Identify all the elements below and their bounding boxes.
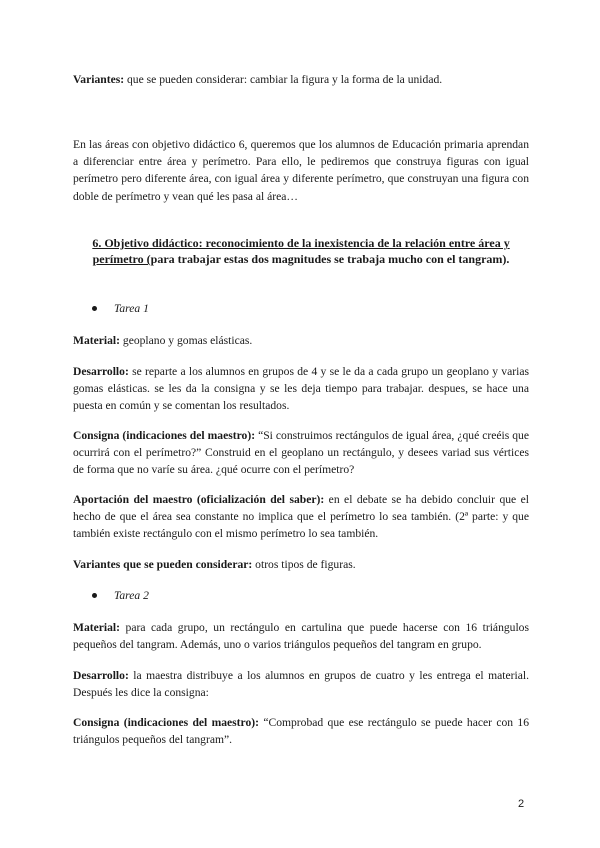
intro-paragraph: En las áreas con objetivo didáctico 6, queremos que los alumnos de Educación primaria aprendan a diferenciar entre área y perímetro. Para ello, le pediremos que construya figuras con igual perímetro pero diferente área, con igual área y diferente perímetro, que construyan una figura con doble de perímetro y vean qué les pasa al área… [73, 138, 529, 203]
variantes-label: Variantes: [73, 73, 125, 86]
aportacion-label: Aportación del maestro (oficialización del saber): [73, 493, 325, 506]
bullet-icon [92, 593, 97, 598]
heading-underlined: 6. Objetivo didáctico: reconocimiento de la inexistencia de la relación entre área y perímetro ( [92, 236, 510, 267]
task2-bullet [92, 587, 149, 604]
heading-rest: para trabajar estas dos magnitudes se trabaja mucho con el tangram). [150, 252, 510, 267]
variantes-text: otros tipos de figuras. [252, 558, 356, 571]
page-number: 2 [518, 798, 525, 810]
material-text: para cada grupo, un rectángulo en cartulina que puede hacerse con 16 triángulos pequeños del tangram. Además, uno o varios triángulos pequeños del tangram en grupo. [73, 621, 529, 652]
desarrollo-label: Desarrollo: [73, 669, 129, 682]
variantes-label: Variantes que se pueden considerar: [73, 558, 253, 571]
desarrollo-label: Desarrollo: [73, 365, 129, 378]
task2-material [73, 619, 529, 653]
variantes-text: que se pueden considerar: cambiar la figura y la forma de la unidad. [124, 73, 443, 86]
consigna-text: “Comprobad que ese rectángulo se puede hacer con 16 triángulos pequeños del tangram”. [73, 716, 529, 747]
material-label: Material: [73, 621, 120, 634]
material-label: Material: [73, 334, 120, 347]
task1-aportacion [73, 491, 529, 543]
task2-title: Tarea 2 [114, 589, 149, 602]
task1-material [73, 332, 529, 349]
task2-desarrollo [73, 667, 529, 701]
task1-variantes [73, 556, 529, 573]
bullet-icon [92, 306, 97, 311]
consigna-label: Consigna (indicaciones del maestro): [73, 429, 256, 442]
consigna-text: “Si construimos rectángulos de igual área, ¿qué creéis que ocurrirá con el perímetro?” Construid en el geoplano un rectángulo, y desees variad sus vértices de forma que no varíe su área. ¿qué ocurre con el perímetro? [73, 429, 529, 477]
section-heading [73, 235, 529, 268]
task1-title: Tarea 1 [114, 302, 149, 315]
variantes-paragraph [73, 71, 529, 88]
task1-desarrollo [73, 363, 529, 415]
task2-consigna [73, 714, 529, 748]
desarrollo-text: la maestra distribuye a los alumnos en grupos de cuatro y les entrega el material. Después les dice la consigna: [73, 669, 529, 700]
desarrollo-text: se reparte a los alumnos en grupos de 4 y se le da a cada grupo un geoplano y varias gomas elásticas. se les da la consigna y se les deja tiempo para trabajar. despues, se hace una puesta en común y se comentan los resultados. [73, 365, 529, 413]
task1-consigna [73, 427, 529, 479]
aportacion-text: en el debate se ha debido concluir que el hecho de que el área sea constante no implica que el perímetro lo sea también. (2ª parte: y que también existe rectángulo con el mismo perímetro lo sea también. [73, 493, 529, 541]
task1-bullet [92, 300, 149, 317]
material-text: geoplano y gomas elásticas. [120, 334, 253, 347]
consigna-label: Consigna (indicaciones del maestro): [73, 716, 259, 729]
